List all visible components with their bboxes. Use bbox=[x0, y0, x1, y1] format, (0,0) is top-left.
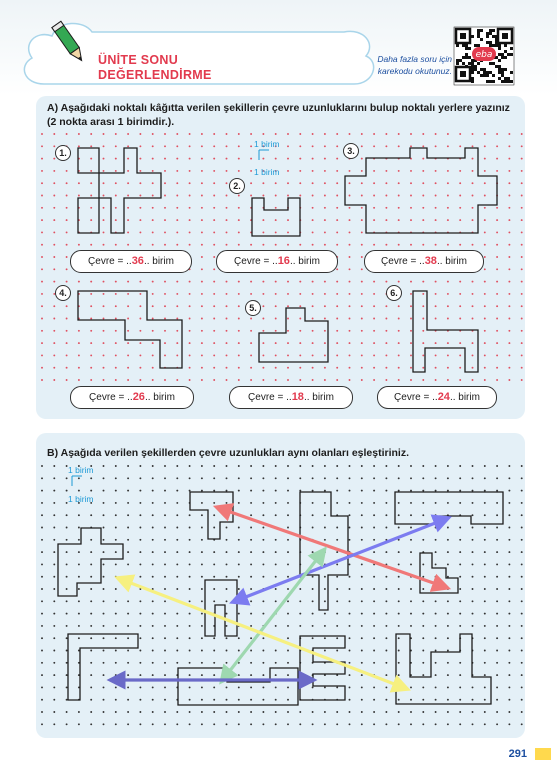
figure-b-8 bbox=[178, 668, 298, 705]
page-number-bar bbox=[535, 748, 551, 760]
figure-b-2 bbox=[58, 528, 123, 596]
answer-unit-1: birim bbox=[149, 256, 174, 267]
figure-b-3 bbox=[205, 580, 237, 636]
match-arrow-2 bbox=[238, 520, 443, 600]
qr-hint-line-1: Daha fazla soru için bbox=[377, 54, 452, 64]
title-line-2: DEĞERLENDİRME bbox=[98, 68, 212, 82]
title-line-1: ÜNİTE SONU bbox=[98, 53, 179, 67]
unit-marker-b bbox=[72, 476, 82, 486]
figure-b-9 bbox=[300, 636, 345, 700]
qr-logo-text: eba bbox=[475, 50, 493, 60]
answer-value-2: 16 bbox=[277, 255, 290, 267]
answer-box-3[interactable]: Çevre = ..38.. birim bbox=[364, 250, 484, 273]
answer-unit-2: birim bbox=[295, 256, 320, 267]
unit-label-top-a: 1 birim bbox=[254, 139, 280, 149]
answer-label-4: Çevre = bbox=[89, 392, 128, 403]
answer-unit-3: birim bbox=[442, 256, 467, 267]
answer-unit-4: birim bbox=[150, 392, 175, 403]
figure-b-5 bbox=[395, 492, 503, 524]
answer-label-6: Çevre = bbox=[394, 392, 433, 403]
answer-value-5: 18 bbox=[291, 391, 304, 403]
answer-unit-6: birim bbox=[455, 392, 480, 403]
figure-b-10 bbox=[396, 634, 491, 704]
item-number-3: 3. bbox=[343, 143, 359, 159]
unit-label-side-b: 1 birim bbox=[68, 494, 94, 504]
answer-value-3: 38 bbox=[424, 255, 437, 267]
answer-label-3: Çevre = bbox=[381, 256, 420, 267]
figure-b-7 bbox=[68, 634, 138, 700]
section-b-instruction: B) Aşağıda verilen şekillerden çevre uzunlukları aynı olanları eşleştiriniz. bbox=[47, 447, 410, 459]
figure-b-1 bbox=[190, 492, 233, 539]
answer-box-4[interactable]: Çevre = ..26.. birim bbox=[70, 386, 194, 409]
unit-label-top-b: 1 birim bbox=[68, 465, 94, 475]
answer-value-6: 24 bbox=[437, 391, 450, 403]
item-number-4: 4. bbox=[55, 285, 71, 301]
answer-value-4: 26 bbox=[132, 391, 145, 403]
figure-b-6 bbox=[420, 553, 458, 593]
unit-label-side-a: 1 birim bbox=[254, 167, 280, 177]
match-arrow-4 bbox=[123, 580, 402, 687]
item-number-1: 1. bbox=[55, 145, 71, 161]
answer-unit-5: birim bbox=[309, 392, 334, 403]
answer-label-1: Çevre = bbox=[88, 256, 127, 267]
qr-hint-line-2: karekodu okutunuz. bbox=[377, 66, 452, 76]
item-number-2: 2. bbox=[229, 178, 245, 194]
answer-box-6[interactable]: Çevre = ..24.. birim bbox=[377, 386, 497, 409]
page-number: 291 bbox=[508, 748, 527, 760]
answer-label-5: Çevre = bbox=[248, 392, 287, 403]
answer-value-1: 36 bbox=[131, 255, 144, 267]
section-a-instruction: A) Aşağıdaki noktalı kâğıtta verilen şekillerin çevre uzunluklarını bulup noktalı yerlere yazınız (2 nokta arası 1 birimdir.). bbox=[47, 102, 510, 128]
answer-box-2[interactable]: Çevre = ..16.. birim bbox=[216, 250, 338, 273]
item-number-6: 6. bbox=[386, 285, 402, 301]
answer-box-1[interactable]: Çevre = ..36.. birim bbox=[70, 250, 192, 273]
answer-label-2: Çevre = bbox=[234, 256, 273, 267]
match-arrow-3 bbox=[225, 554, 321, 677]
item-number-5: 5. bbox=[245, 300, 261, 316]
answer-box-5[interactable]: Çevre = ..18.. birim bbox=[229, 386, 353, 409]
